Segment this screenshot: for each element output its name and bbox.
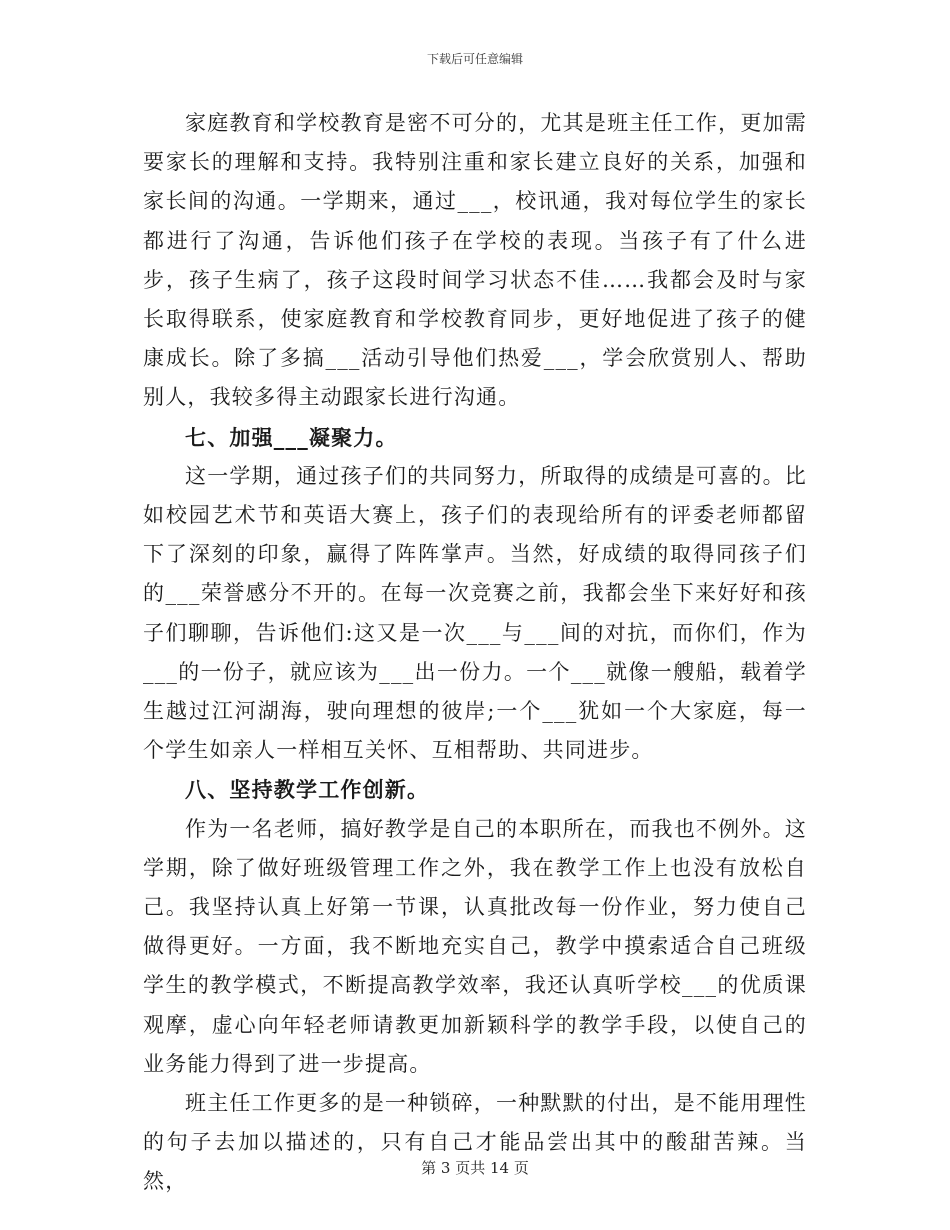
section-heading-7: 七、加强___凝聚力。 [185,424,398,450]
section-heading-8: 八、坚持教学工作创新。 [185,777,430,803]
paragraph-teacher-work: 班主任工作更多的是一种锁碎，一种默默的付出，是不能用理性的句子去加以描述的，只有自己才能品尝出其中的酸甜苦辣。当然， [143,1091,807,1194]
paragraph-class-cohesion: 这一学期，通过孩子们的共同努力，所取得的成绩是可喜的。比如校园艺术节和英语大赛上，孩子们的表现给所有的评委老师都留下了深刻的印象，赢得了阵阵掌声。当然，好成绩的取得同孩子们的___荣誉感分不开的。在每一次竞赛之前，我都会坐下来好好和孩子们聊聊，告诉他们:这又是一次___与___间的对抗，而你们，作为___的一份子，就应该为___出一份力。一个___就像一艘船，载着学生越过江河湖海，驶向理想的彼岸;一个___犹如一个大家庭，每一个学生如亲人一样相互关怀、互相帮助、共同进步。 [143,463,807,763]
paragraph-teaching-innovation: 作为一名老师，搞好教学是自己的本职所在，而我也不例外。这学期，除了做好班级管理工作之外，我在教学工作上也没有放松自己。我坚持认真上好第一节课，认真批改每一份作业，努力使自己做得更好。一方面，我不断地充实自己，教学中摸索适合自己班级学生的教学模式，不断提高教学效率，我还认真听学校___的优质课观摩，虚心向年轻老师请教更加新颖科学的教学手段，以使自己的业务能力得到了进一步提高。 [143,816,807,1076]
page-footer: 第 3 页共 14 页 [421,1159,529,1177]
document-body [143,104,807,1202]
paragraph-family-education: 家庭教育和学校教育是密不可分的，尤其是班主任工作，更加需要家长的理解和支持。我特别注重和家长建立良好的关系，加强和家长间的沟通。一学期来，通过___，校讯通，我对每位学生的家长都进行了沟通，告诉他们孩子在学校的表现。当孩子有了什么进步，孩子生病了，孩子这段时间学习状态不佳……我都会及时与家长取得联系，使家庭教育和学校教育同步，更好地促进了孩子的健康成长。除了多搞___活动引导他们热爱___，学会欣赏别人、帮助别人，我较多得主动跟家长进行沟通。 [143,111,807,410]
page-header: 下载后可任意编辑 [426,52,523,66]
